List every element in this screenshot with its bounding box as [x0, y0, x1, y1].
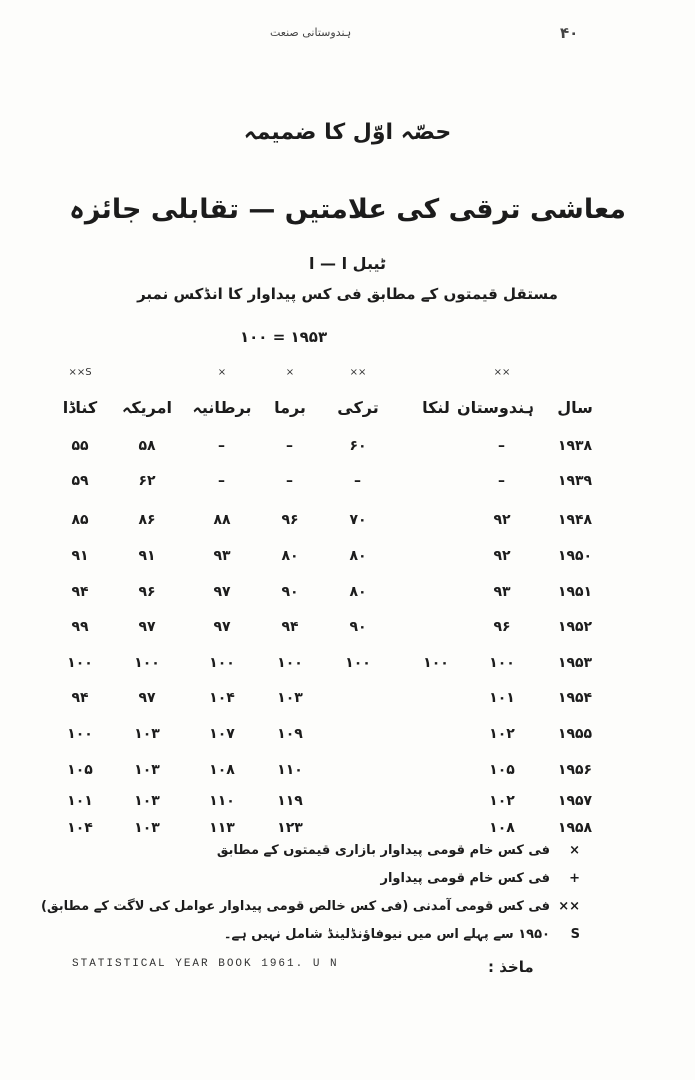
- table-cell-america: ۸۶: [138, 512, 156, 528]
- footnote-text: ۱۹۵۰ سے پہلے اس میں نیوفاؤنڈلینڈ شامل نہیں ہے۔: [223, 927, 550, 942]
- table-cell-turkey: ۹۰: [349, 619, 367, 635]
- year-cell: ۱۹۵۰: [557, 548, 593, 564]
- footnote-symbol: S: [570, 927, 580, 942]
- table-cell-britain: ۹۷: [213, 584, 231, 600]
- table-cell-burma: ۹۴: [281, 619, 299, 635]
- year-cell: ۱۹۵۴: [557, 690, 593, 706]
- column-header-canada: کناڈا: [62, 398, 98, 417]
- table-cell-burma: –: [286, 438, 294, 454]
- table-cell-america: ۱۰۳: [134, 762, 160, 778]
- table-cell-india: ۱۰۲: [489, 726, 515, 742]
- table-cell-turkey: –: [354, 473, 362, 489]
- table-cell-britain: ۱۰۷: [209, 726, 235, 742]
- table-cell-britain: –: [218, 438, 226, 454]
- table-cell-britain: ۱۱۳: [209, 820, 235, 836]
- table-cell-india: ۹۶: [493, 619, 511, 635]
- table-cell-burma: ۱۰۹: [277, 726, 303, 742]
- footnote-text: فی کس قومی آمدنی (فی کس خالص قومی پیداوار عوامل کی لاگت کے مطابق): [41, 899, 550, 914]
- table-cell-britain: ۱۰۰: [209, 655, 235, 671]
- table-cell-canada: ۱۰۰: [67, 655, 93, 671]
- column-header-turkey: ترکی: [337, 398, 379, 417]
- table-cell-britain: ۱۰۴: [209, 690, 235, 706]
- table-cell-india: –: [498, 438, 506, 454]
- table-cell-america: ۱۰۳: [134, 793, 160, 809]
- table-cell-america: ۶۲: [138, 473, 156, 489]
- column-header-year: سال: [557, 398, 593, 417]
- year-cell: ۱۹۵۸: [557, 820, 593, 836]
- column-header-india: ہندوستان: [456, 398, 534, 417]
- table-cell-canada: ۱۰۰: [67, 726, 93, 742]
- table-cell-britain: ۸۸: [213, 512, 231, 528]
- table-cell-burma: ۱۰۰: [277, 655, 303, 671]
- table-cell-ceylon: ۱۰۰: [423, 655, 449, 671]
- column-header-britain: برطانیہ: [192, 398, 252, 417]
- column-header-ceylon: لنکا: [422, 398, 450, 417]
- table-cell-turkey: ۶۰: [349, 438, 367, 454]
- year-cell: ۱۹۵۲: [557, 619, 593, 635]
- column-marker-india: ××: [493, 367, 511, 378]
- table-cell-canada: ۸۵: [71, 512, 89, 528]
- running-head: ہندوستانی صنعت: [270, 26, 352, 39]
- table-cell-america: ۹۶: [138, 584, 156, 600]
- footnote-symbol: ×: [569, 843, 580, 858]
- table-cell-canada: ۹۹: [71, 619, 89, 635]
- column-header-burma: برما: [274, 398, 306, 417]
- year-cell: ۱۹۴۸: [557, 512, 593, 528]
- table-cell-canada: ۱۰۵: [67, 762, 93, 778]
- table-subtitle: مستقل قیمتوں کے مطابق فی کس پیداوار کا انڈکس نمبر: [137, 285, 558, 303]
- table-cell-canada: ۱۰۴: [67, 820, 93, 836]
- table-cell-burma: ۱۲۳: [277, 820, 303, 836]
- table-cell-canada: ۵۹: [71, 473, 89, 489]
- footnote: [80, 843, 580, 871]
- table-cell-canada: ۹۱: [71, 548, 89, 564]
- footnote-symbol: +: [569, 871, 580, 886]
- footnote: [41, 899, 580, 927]
- page-number: ۴۰: [560, 24, 579, 42]
- table-label: ٹیبل ا — ا: [308, 254, 387, 273]
- table-cell-canada: ۵۵: [71, 438, 89, 454]
- table-cell-india: –: [498, 473, 506, 489]
- year-cell: ۱۹۳۸: [557, 438, 593, 454]
- table-cell-canada: ۹۴: [71, 584, 89, 600]
- table-cell-america: ۱۰۳: [134, 820, 160, 836]
- table-cell-britain: –: [218, 473, 226, 489]
- table-cell-india: ۹۲: [493, 512, 511, 528]
- table-cell-america: ۱۰۳: [134, 726, 160, 742]
- table-cell-india: ۹۳: [493, 584, 511, 600]
- column-marker-canada: ××S: [68, 367, 92, 378]
- table-cell-burma: ۹۶: [281, 512, 299, 528]
- footnote-text: فی کس خام قومی پیداوار: [380, 871, 550, 886]
- table-cell-burma: ۱۱۰: [277, 762, 303, 778]
- footnotes: [41, 843, 580, 955]
- table-cell-burma: ۱۱۹: [277, 793, 303, 809]
- year-cell: ۱۹۵۷: [557, 793, 593, 809]
- main-title: معاشی ترقی کی علامتیں — تقابلی جائزہ: [69, 194, 626, 225]
- table-cell-canada: ۱۰۱: [67, 793, 93, 809]
- appendix-title: حصّہ اوّل کا ضمیمہ: [243, 120, 452, 145]
- table-cell-turkey: ۱۰۰: [345, 655, 371, 671]
- year-cell: ۱۹۵۶: [557, 762, 593, 778]
- column-marker-turkey: ××: [349, 367, 367, 378]
- table-cell-turkey: ۷۰: [349, 512, 367, 528]
- table-cell-america: ۵۸: [138, 438, 156, 454]
- year-cell: ۱۹۵۳: [557, 655, 593, 671]
- year-cell: ۱۹۵۱: [557, 584, 593, 600]
- table-cell-america: ۹۷: [138, 619, 156, 635]
- table-cell-india: ۱۰۱: [489, 690, 515, 706]
- table-cell-britain: ۹۷: [213, 619, 231, 635]
- table-cell-burma: ۸۰: [281, 548, 299, 564]
- table-cell-burma: –: [286, 473, 294, 489]
- footnote: [80, 927, 580, 955]
- table-cell-india: ۱۰۸: [489, 820, 515, 836]
- source-label: ماخذ :: [488, 958, 534, 976]
- table-cell-britain: ۹۳: [213, 548, 231, 564]
- table-cell-india: ۱۰۲: [489, 793, 515, 809]
- table-cell-turkey: ۸۰: [349, 548, 367, 564]
- table-cell-canada: ۹۴: [71, 690, 89, 706]
- table-cell-india: ۹۲: [493, 548, 511, 564]
- footnote-symbol: ××: [558, 899, 580, 914]
- table-cell-india: ۱۰۰: [489, 655, 515, 671]
- table-cell-turkey: ۸۰: [349, 584, 367, 600]
- column-marker-burma: ×: [285, 367, 295, 378]
- table-cell-america: ۱۰۰: [134, 655, 160, 671]
- base-year: ۱۹۵۳ = ۱۰۰: [240, 328, 328, 346]
- column-marker-britain: ×: [217, 367, 227, 378]
- table-cell-britain: ۱۱۰: [209, 793, 235, 809]
- footnote-text: فی کس خام قومی پیداوار بازاری قیمتوں کے مطابق: [216, 843, 550, 858]
- table-cell-america: ۹۷: [138, 690, 156, 706]
- table-cell-burma: ۹۰: [281, 584, 299, 600]
- year-cell: ۱۹۳۹: [557, 473, 593, 489]
- table-cell-america: ۹۱: [138, 548, 156, 564]
- table-cell-india: ۱۰۵: [489, 762, 515, 778]
- footnote: [80, 871, 580, 899]
- source-text: STATISTICAL YEAR BOOK 1961. U N: [72, 958, 339, 970]
- table-cell-burma: ۱۰۳: [277, 690, 303, 706]
- table-cell-britain: ۱۰۸: [209, 762, 235, 778]
- year-cell: ۱۹۵۵: [557, 726, 593, 742]
- column-header-america: امریکہ: [121, 398, 173, 417]
